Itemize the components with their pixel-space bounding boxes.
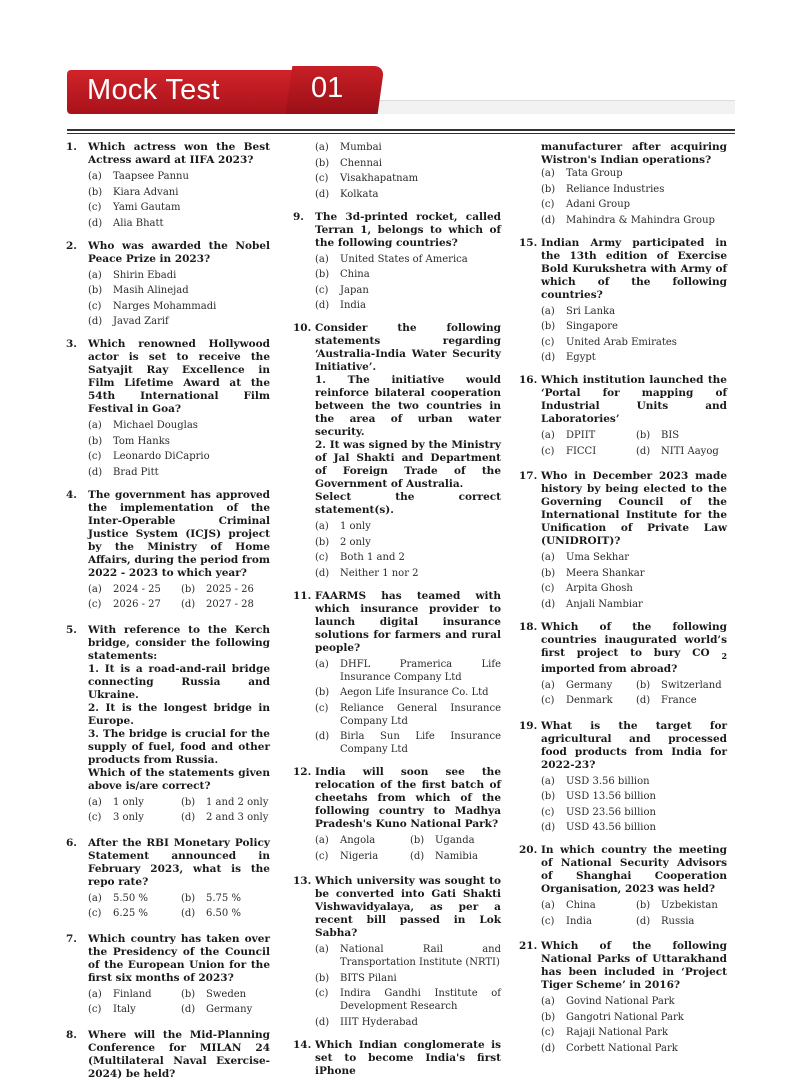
option: (b) China (315, 269, 370, 280)
question-21 (519, 940, 727, 1055)
question-5 (66, 624, 270, 827)
question-1 (66, 141, 270, 230)
option: (a) Germany (541, 679, 613, 691)
question-number: 21. (519, 940, 538, 953)
option: (a) 2024 - 25 (88, 583, 161, 595)
option: (b) 1 and 2 only (181, 796, 269, 808)
question-17 (519, 470, 727, 611)
option: (d) France (636, 695, 697, 707)
option: (b) BIS (636, 430, 680, 441)
option: (c) Rajaji National Park (541, 1027, 669, 1039)
option: (d) Alia Bhatt (88, 217, 164, 229)
question-16 (519, 374, 727, 460)
option: (a) Angola (315, 835, 376, 846)
option: (a) Finland (88, 988, 152, 1000)
option: (d) India (315, 300, 366, 311)
question-number: 14. (293, 1038, 312, 1051)
question-3 (66, 338, 270, 479)
question-number: 9. (293, 210, 304, 223)
option: (d) 2027 - 28 (181, 599, 254, 610)
question-11 (293, 590, 501, 757)
question-text: Who was awarded the Nobel Peace Prize in 2023? (88, 239, 270, 265)
option: (b) BITS Pilani (315, 972, 397, 984)
option: (c) 3 only (88, 812, 144, 823)
test-number: 01 (311, 72, 344, 104)
column-1 (66, 141, 270, 1086)
option: (a) 5.50 % (88, 892, 148, 904)
option: (b) Masih Alinejad (88, 285, 189, 296)
question-text: The 3d-printed rocket, called Terran 1, belongs to which of the following countries? (315, 210, 501, 249)
option: (a) National Rail and Transportation Institute (NRTI) (315, 944, 501, 968)
option: (c) Yami Gautam (88, 202, 181, 213)
option: (c) Adani Group (541, 199, 631, 210)
option: (c) USD 23.56 billion (541, 806, 656, 818)
question-text: manufacturer after acquiring Wistron's Indian operations? (541, 141, 727, 166)
option: (d) Corbett National Park (541, 1042, 678, 1054)
option: (a) Shirin Ebadi (88, 269, 177, 281)
question-text: Indian Army participated in the 13th edition of Exercise Bold Kurukshetra with Army of which of the following countries? (541, 236, 727, 301)
option: (b) Reliance Industries (541, 183, 665, 195)
option: (d) Anjali Nambiar (541, 598, 643, 610)
question-text: After the RBI Monetary Policy Statement announced in February 2023, what is the repo rate? (88, 836, 270, 888)
option: (b) Uzbekistan (636, 900, 718, 912)
question-text: Who in December 2023 made history by being elected to the Governing Council of the International Institute for the Unification of Private Law (UNIDROIT)? (541, 470, 727, 547)
option: (b) Sweden (181, 988, 247, 1000)
question-2 (66, 240, 270, 329)
question-number: 17. (519, 470, 538, 482)
option: (d) Russia (636, 915, 695, 927)
option: (d) Germany (181, 1004, 253, 1015)
question-text: With reference to the Kerch bridge, consider the following statements: 1. It is a road-and-rail bridge connecting Russia and Ukraine. 2. It is the longest bridge in Europe. 3. The bridge is crucial for the supply of fuel, food and other products from Russia. Which of the statements given above is/are correct? (88, 623, 270, 792)
question-14 (293, 1039, 501, 1078)
question-text: Which institution launched the ‘Portal for mapping of Industrial Units and Laboratories’ (541, 374, 727, 425)
option: (b) Tom Hanks (88, 435, 170, 447)
option: (d) Javad Zarif (88, 316, 169, 327)
option: (c) United Arab Emirates (541, 336, 677, 348)
question-18 (519, 621, 727, 710)
option: (a) DHFL Pramerica Life Insurance Company Ltd (315, 658, 501, 683)
option: (c) Indira Gandhi Institute of Development Research (315, 988, 501, 1012)
question-9 (293, 211, 501, 313)
page-title: Mock Test (87, 74, 220, 106)
option: (d) NITI Aayog (636, 445, 719, 457)
question-number: 7. (66, 932, 77, 945)
option: (c) Both 1 and 2 (315, 552, 405, 563)
option: (a) Sri Lanka (541, 305, 616, 317)
option: (b) Kiara Advani (88, 186, 179, 198)
question-15 (519, 237, 727, 365)
option: (a) 1 only (315, 521, 371, 532)
question-text: India will soon see the relocation of the first batch of cheetahs from which of the following country to Madhya Pradesh's Kuno National Park? (315, 766, 501, 830)
option: (a) Govind National Park (541, 996, 675, 1008)
option: (d) Namibia (410, 850, 478, 862)
question-7 (66, 933, 270, 1019)
question-number: 20. (519, 844, 538, 857)
option: (b) Singapore (541, 321, 618, 332)
question-number: 18. (519, 620, 538, 633)
option: (d) Birla Sun Life Insurance Company Ltd (315, 731, 501, 755)
option: (d) Egypt (541, 352, 596, 363)
option: (b) 2025 - 26 (181, 583, 254, 595)
question-text: What is the target for agricultural and processed food products from India for 2022-23? (541, 719, 727, 771)
option: (c) Leonardo DiCaprio (88, 451, 210, 462)
question-number: 11. (293, 589, 312, 602)
column-2 (293, 141, 501, 1086)
question-14-continued (519, 141, 727, 227)
option: (d) IIIT Hyderabad (315, 1016, 418, 1028)
option: (d) Kolkata (315, 188, 379, 200)
question-8 (66, 1029, 270, 1081)
mock-test-banner (67, 66, 344, 114)
question-13 (293, 875, 501, 1029)
option: (a) Mumbai (315, 142, 382, 153)
question-text: Which Indian conglomerate is set to become India's first iPhone (315, 1038, 501, 1077)
question-number: 2. (66, 239, 77, 252)
question-number: 1. (66, 141, 77, 153)
option: (b) Aegon Life Insurance Co. Ltd (315, 687, 489, 698)
question-text: Which of the following countries inaugurated world’s first project to bury CO $_2$ imported from abroad? (541, 620, 728, 675)
question-text: Which renowned Hollywood actor is set to receive the Satyajit Ray Excellence in Film Lifetime Award at the 54th International Film Festival in Goa? (88, 338, 270, 415)
option: (c) 6.25 % (88, 908, 148, 919)
question-6 (66, 837, 270, 923)
option: (a) 1 only (88, 796, 144, 808)
option: (c) Nigeria (315, 850, 379, 862)
question-number: 5. (66, 623, 77, 636)
option: (b) Gangotri National Park (541, 1011, 684, 1023)
question-20 (519, 844, 727, 930)
option: (d) 2 and 3 only (181, 812, 269, 823)
option: (b) 2 only (315, 536, 371, 548)
question-10 (293, 322, 501, 580)
option: (a) Michael Douglas (88, 420, 198, 431)
header-divider (67, 129, 735, 131)
option: (c) Narges Mohammadi (88, 300, 217, 312)
option: (a) DPIIT (541, 430, 596, 441)
option: (c) Arpita Ghosh (541, 583, 633, 594)
question-text: The government has approved the implementation of the Inter-Operable Criminal Justice System (ICJS) project by the Ministry of Home Affairs, during the period from 2022 - 2023 to which year? (88, 488, 270, 579)
option: (c) Japan (315, 284, 369, 296)
question-number: 16. (519, 374, 538, 386)
question-number: 4. (66, 488, 77, 501)
option: (d) Neither 1 nor 2 (315, 567, 419, 579)
option: (b) Switzerland (636, 679, 722, 691)
question-text: Which actress won the Best Actress award at IIFA 2023? (88, 141, 270, 166)
option: (a) USD 3.56 billion (541, 775, 650, 787)
question-number: 19. (519, 719, 538, 732)
option: (c) Italy (88, 1004, 136, 1015)
question-number: 13. (293, 875, 312, 887)
question-number: 3. (66, 338, 77, 350)
option: (c) Denmark (541, 695, 613, 707)
option: (a) Tata Group (541, 168, 623, 179)
option: (d) 6.50 % (181, 908, 241, 919)
option: (c) FICCI (541, 445, 597, 457)
option: (a) United States of America (315, 253, 468, 265)
option: (d) USD 43.56 billion (541, 822, 656, 834)
option: (d) Brad Pitt (88, 466, 159, 478)
option: (a) Uma Sekhar (541, 552, 630, 563)
question-number: 10. (293, 322, 312, 334)
question-text: Which of the following National Parks of Uttarakhand has been included in ‘Project Tiger Scheme’ in 2016? (541, 940, 727, 992)
question-text: FAARMS has teamed with which insurance provider to launch digital insurance solutions for farmers and rural people? (315, 589, 501, 654)
option: (c) Visakhapatnam (315, 173, 419, 184)
option: (b) Chennai (315, 157, 383, 169)
header-divider-thin (67, 133, 735, 134)
option: (b) Uganda (410, 835, 475, 846)
question-4 (66, 489, 270, 614)
question-19 (519, 720, 727, 835)
question-number: 12. (293, 766, 312, 778)
option: (c) India (541, 915, 592, 927)
question-number: 8. (66, 1028, 77, 1041)
question-text: Which university was sought to be converted into Gati Shakti Vishwavidyalaya, as per a recent bill passed in Lok Sabha? (315, 875, 501, 939)
option: (c) 2026 - 27 (88, 599, 161, 610)
option: (b) Meera Shankar (541, 567, 645, 579)
question-text: Which country has taken over the Presidency of the Council of the European Union for the first six months of 2023? (88, 932, 270, 984)
banner-title-box (67, 70, 293, 114)
option: (b) 5.75 % (181, 892, 241, 904)
option: (a) Taapsee Pannu (88, 171, 189, 182)
question-number: 6. (66, 836, 77, 849)
option: (a) China (541, 900, 596, 912)
option: (d) Mahindra & Mahindra Group (541, 214, 715, 226)
option: (b) USD 13.56 billion (541, 791, 656, 803)
question-text: Consider the following statements regarding ‘Australia-India Water Security Initiative’. 1. The initiative would reinforce bilateral cooperation between the two countries in the area of urban water security. 2. It was signed by the Ministry of Jal Shakti and Department of Foreign Trade of the Government of Australia. Select the correct statement(s). (315, 322, 501, 516)
question-8-options (293, 141, 501, 201)
question-text: Where will the Mid-Planning Conference for MILAN 24 (Multilateral Naval Exercise- 2024) be held? (88, 1028, 270, 1080)
question-12 (293, 766, 501, 865)
column-3 (519, 141, 727, 1065)
question-number: 15. (519, 236, 538, 249)
question-text: In which country the meeting of National Security Advisors of Shanghai Cooperation Organisation, 2023 was held? (541, 844, 727, 896)
option: (c) Reliance General Insurance Company Ltd (315, 702, 501, 727)
